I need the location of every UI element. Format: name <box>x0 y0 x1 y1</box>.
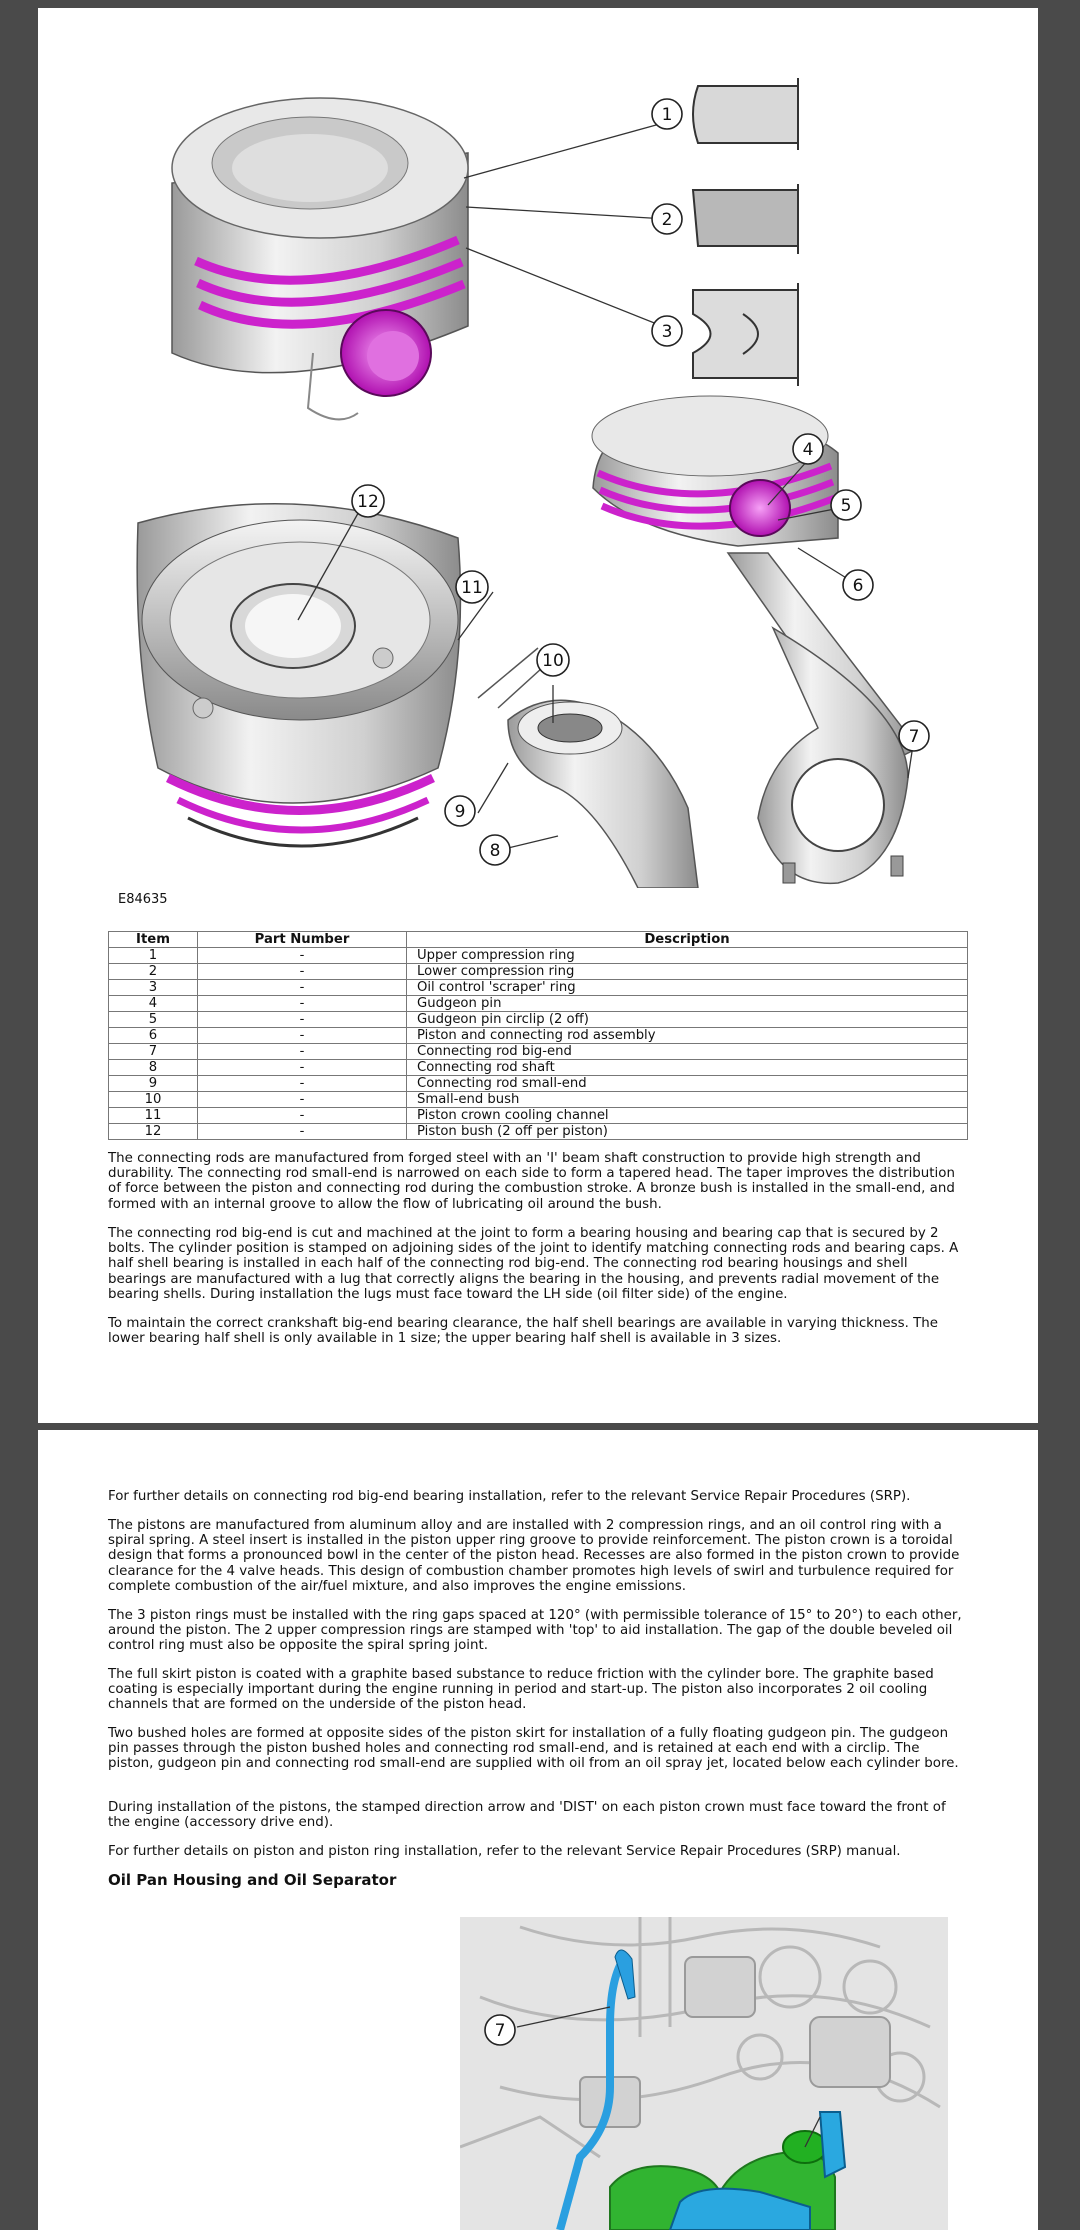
cell-desc: Piston bush (2 off per piston) <box>407 1124 968 1140</box>
cell-desc: Oil control 'scraper' ring <box>407 980 968 996</box>
svg-text:3: 3 <box>661 322 673 342</box>
svg-text:5: 5 <box>840 496 852 516</box>
table-header-row <box>109 932 968 948</box>
cell-desc: Upper compression ring <box>407 948 968 964</box>
table-row <box>109 1012 968 1028</box>
callout-4 <box>793 434 823 464</box>
paragraph-srp-bigend: For further details on connecting rod big-end bearing installation, refer to the relevant Service Repair Procedures (SRP). <box>108 1489 911 1504</box>
cell-part: - <box>198 1108 407 1124</box>
cell-item: 6 <box>109 1028 198 1044</box>
cell-desc: Connecting rod big-end <box>407 1044 968 1060</box>
cell-item: 8 <box>109 1060 198 1076</box>
paragraph-bearing-clearance: To maintain the correct crankshaft big-end bearing clearance, the half shell bearings are available in varying thickness. The lower bearing half shell is only available in 1 size; the upper bearing half shell is available in 3 sizes. <box>108 1316 939 1347</box>
header-part-number: Part Number <box>198 932 407 948</box>
svg-text:4: 4 <box>802 440 814 460</box>
svg-text:7: 7 <box>908 727 920 747</box>
cell-item: 12 <box>109 1124 198 1140</box>
svg-text:12: 12 <box>357 492 379 512</box>
cell-item: 1 <box>109 948 198 964</box>
cell-part: - <box>198 1060 407 1076</box>
cell-desc: Piston and connecting rod assembly <box>407 1028 968 1044</box>
piston-underside-view <box>137 504 460 846</box>
cell-item: 3 <box>109 980 198 996</box>
callout-3 <box>652 316 682 346</box>
paragraph-pistons: The pistons are manufactured from aluminum alloy and are installed with 2 compression rings, and an oil control ring with a spiral spring. A steel insert is installed in the piston upper ring groove to provide reinforcement. The piston crown is a toroidal design that forms a pronounced bowl in the center of the piston head. Recesses are also formed in the piston crown to provide clearance for the 4 valve heads. This design of combustion chamber promotes high levels of swirl and turbulence required for complete combustion of the air/fuel mixture, and also improves the engine emissions. <box>108 1518 960 1594</box>
piston-assembly-figure <box>38 8 1038 888</box>
cell-desc: Gudgeon pin <box>407 996 968 1012</box>
table-row <box>109 1028 968 1044</box>
cell-desc: Small-end bush <box>407 1092 968 1108</box>
document-page-1 <box>38 8 1038 1423</box>
callout-6 <box>843 570 873 600</box>
ring-sections <box>693 78 798 386</box>
table-row <box>109 1044 968 1060</box>
svg-text:1: 1 <box>661 105 673 125</box>
table-row <box>109 1092 968 1108</box>
svg-text:11: 11 <box>461 578 483 598</box>
paragraph-skirt-coating: The full skirt piston is coated with a graphite based substance to reduce friction with the cylinder bore. The graphite based coating is especially important during the engine running in period and start-up. The piston also incorporates 2 oil cooling channels that are formed on the underside of the piston head. <box>108 1667 934 1713</box>
table-row <box>109 964 968 980</box>
cell-part: - <box>198 964 407 980</box>
callout-9 <box>445 796 475 826</box>
callout-7 <box>899 721 929 751</box>
paragraph-srp-piston: For further details on piston and piston ring installation, refer to the relevant Service Repair Procedures (SRP) manual. <box>108 1844 901 1859</box>
table-row <box>109 1108 968 1124</box>
table-row <box>109 1076 968 1092</box>
table-row <box>109 1060 968 1076</box>
header-description: Description <box>407 932 968 948</box>
cell-desc: Gudgeon pin circlip (2 off) <box>407 1012 968 1028</box>
callout-7 <box>485 2015 515 2045</box>
callout-8 <box>480 835 510 865</box>
separator-body <box>820 2112 845 2177</box>
svg-text:9: 9 <box>454 802 466 822</box>
cell-desc: Connecting rod small-end <box>407 1076 968 1092</box>
cell-part: - <box>198 1092 407 1108</box>
cell-item: 11 <box>109 1108 198 1124</box>
callout-1 <box>652 99 682 129</box>
cell-part: - <box>198 1124 407 1140</box>
svg-text:8: 8 <box>489 841 501 861</box>
table-row <box>109 1124 968 1140</box>
small-end-closeup <box>478 648 698 888</box>
header-item: Item <box>109 932 198 948</box>
cell-part: - <box>198 996 407 1012</box>
figure-id-label: E84635 <box>118 892 168 907</box>
callout-2 <box>652 204 682 234</box>
cell-desc: Connecting rod shaft <box>407 1060 968 1076</box>
section-heading-oil-pan: Oil Pan Housing and Oil Separator <box>108 1871 397 1889</box>
callout-10 <box>537 644 569 676</box>
table-row <box>109 948 968 964</box>
table-row <box>109 980 968 996</box>
cell-item: 9 <box>109 1076 198 1092</box>
cell-part: - <box>198 1028 407 1044</box>
cell-part: - <box>198 1012 407 1028</box>
cell-part: - <box>198 1076 407 1092</box>
document-page-2 <box>38 1430 1038 2230</box>
cell-desc: Lower compression ring <box>407 964 968 980</box>
cell-desc: Piston crown cooling channel <box>407 1108 968 1124</box>
callout-12 <box>352 485 384 517</box>
paragraph-piston-rings: The 3 piston rings must be installed with the ring gaps spaced at 120° (with permissible tolerance of 15° to 20°) to each other, around the piston. The 2 upper compression rings are stamped with 'top' to aid installation. The gap of the double beveled oil control ring must also be opposite the spiral spring joint. <box>108 1608 962 1654</box>
cell-item: 7 <box>109 1044 198 1060</box>
callout-11 <box>456 571 488 603</box>
parts-table <box>108 931 968 1140</box>
cell-item: 10 <box>109 1092 198 1108</box>
cell-item: 5 <box>109 1012 198 1028</box>
cell-item: 2 <box>109 964 198 980</box>
piston-top-view <box>172 98 468 419</box>
oil-pan-figure <box>460 1917 948 2230</box>
paragraph-gudgeon-pin: Two bushed holes are formed at opposite sides of the piston skirt for installation of a fully floating gudgeon pin. The gudgeon pin passes through the piston bushed holes and connecting rod small-end, and is retained at each end with a circlip. The piston, gudgeon pin and connecting rod small-end are supplied with oil from an oil spray jet, located below each cylinder bore. <box>108 1726 959 1772</box>
callout-5 <box>831 490 861 520</box>
paragraph-direction-arrow: During installation of the pistons, the stamped direction arrow and 'DIST' on each piston crown must face toward the front of the engine (accessory drive end). <box>108 1800 946 1831</box>
table-row <box>109 996 968 1012</box>
cell-part: - <box>198 948 407 964</box>
paragraph-big-end: The connecting rod big-end is cut and machined at the joint to form a bearing housing and bearing cap that is secured by 2 bolts. The cylinder position is stamped on adjoining sides of the joint to identify matching connecting rods and bearing caps. A half shell bearing is installed in each half of the connecting rod big-end. The connecting rod bearing housings and shell bearings are manufactured with a lug that correctly aligns the bearing in the housing, and prevents radial movement of the bearing shells. During installation the lugs must face toward the LH side (oil filter side) of the engine. <box>108 1226 959 1302</box>
svg-text:6: 6 <box>852 576 864 596</box>
svg-text:2: 2 <box>661 210 673 230</box>
cell-item: 4 <box>109 996 198 1012</box>
svg-text:10: 10 <box>542 651 564 671</box>
cell-part: - <box>198 980 407 996</box>
svg-text:7: 7 <box>494 2021 506 2041</box>
cell-part: - <box>198 1044 407 1060</box>
paragraph-connecting-rods: The connecting rods are manufactured from forged steel with an 'I' beam shaft construction to provide high strength and durability. The connecting rod small-end is narrowed on each side to form a tapered head. The taper improves the distribution of force between the piston and connecting rod during the combustion stroke. A bronze bush is installed in the small-end, and formed with an internal groove to allow the flow of lubricating oil around the bush. <box>108 1151 955 1212</box>
